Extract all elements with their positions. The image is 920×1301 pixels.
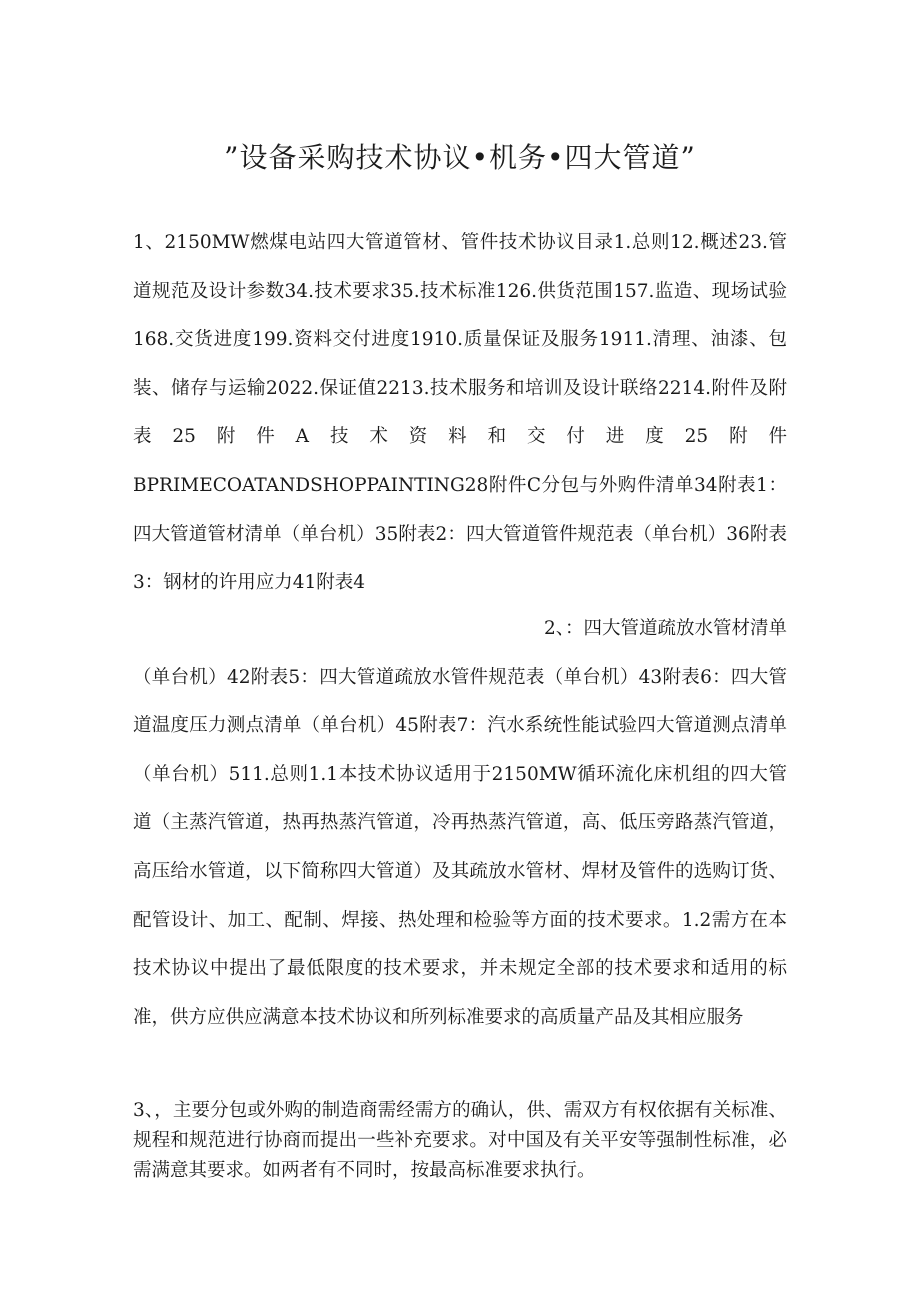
paragraph-2	[133, 605, 787, 1042]
paragraph-3: 3、，主要分包或外购的制造商需经需方的确认，供、需双方有权依据有关标准、规程和规范进行协商而提出一些补充要求。对中国及有关平安等强制性标准，必需满意其要求。如两者有不同时，按最高标准要求执行。	[133, 1100, 787, 1181]
paragraph-2-body: （单台机）42附表5：四大管道疏放水管件规范表（单台机）43附表6：四大管道温度压力测点清单（单台机）45附表7：汽水系统性能试验四大管道测点清单（单台机）511.总则1.1本技术协议适用于2150MW循环流化床机组的四大管道（主蒸汽管道，热再热蒸汽管道，冷再热蒸汽管道，高、低压旁路蒸汽管道，高压给水管道，以下简称四大管道）及其疏放水管材、焊材及管件的选购订货、配管设计、加工、配制、焊接、热处理和检验等方面的技术要求。1.2需方在本技术协议中提出了最低限度的技术要求，并未规定全部的技术要求和适用的标准，供方应供应满意本技术协议和所列标准要求的高质量产品及其相应服务	[133, 666, 787, 1028]
paragraph-1: 1、2150MW燃煤电站四大管道管材、管件技术协议目录1.总则12.概述23.管道规范及设计参数34.技术要求35.技术标准126.供货范围157.监造、现场试验168.交货进度199.资料交付进度1910.质量保证及服务1911.清理、油漆、包装、储存与运输2022.保证值2213.技术服务和培训及设计联络2214.附件及附表25附件A技术资料和交付进度25附件BPRIMECOATANDSHOPPAINTING28附件C分包与外购件清单34附表1：四大管道管材清单（单台机）35附表2：四大管道管件规范表（单台机）36附表3：钢材的许用应力41附表4	[133, 232, 787, 594]
document-title: ”设备采购技术协议•机务•四大管道”	[224, 141, 696, 174]
paragraph-2-first-line: 2、：四大管道疏放水管材清单	[543, 618, 787, 639]
